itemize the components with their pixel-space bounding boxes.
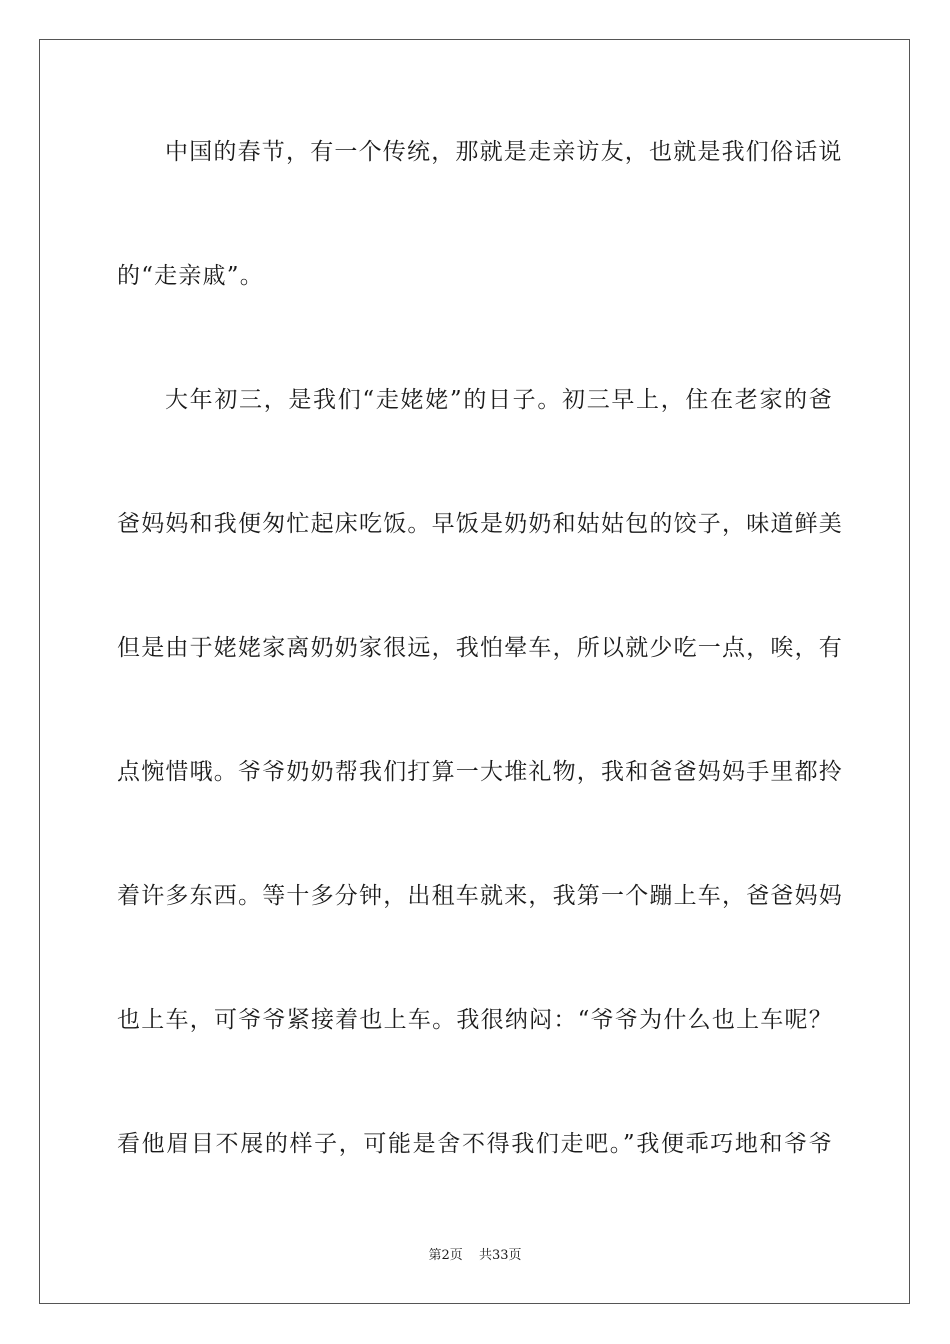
paragraph-2-line-6: 也上车，可爷爷紧接着也上车。我很纳闷：“爷爷为什么也上车呢？ bbox=[117, 1007, 833, 1033]
paragraph-1-line-1: 中国的春节，有一个传统，那就是走亲访友，也就是我们俗话说 bbox=[165, 139, 843, 165]
page-border bbox=[39, 39, 910, 1304]
paragraph-2-line-7: 看他眉目不展的样子，可能是舍不得我们走吧。”我便乖巧地和爷爷 bbox=[117, 1131, 833, 1157]
page-number: 第2页 bbox=[428, 1248, 463, 1263]
total-pages: 共33页 bbox=[478, 1248, 522, 1263]
paragraph-2-line-5: 着许多东西。等十多分钟，出租车就来，我第一个蹦上车，爸爸妈妈 bbox=[117, 883, 843, 909]
paragraph-2-line-4: 点惋惜哦。爷爷奶奶帮我们打算一大堆礼物，我和爸爸妈妈手里都拎 bbox=[117, 759, 843, 785]
paragraph-2-line-3: 但是由于姥姥家离奶奶家很远，我怕晕车，所以就少吃一点，唉，有 bbox=[117, 635, 843, 661]
page-footer bbox=[0, 1248, 950, 1264]
paragraph-1-line-2: 的“走亲戚”。 bbox=[117, 263, 264, 289]
paragraph-2-line-1: 大年初三，是我们“走姥姥”的日子。初三早上，住在老家的爸 bbox=[165, 387, 833, 413]
paragraph-2-line-2: 爸妈妈和我便匆忙起床吃饭。早饭是奶奶和姑姑包的饺子，味道鲜美 bbox=[117, 511, 843, 537]
